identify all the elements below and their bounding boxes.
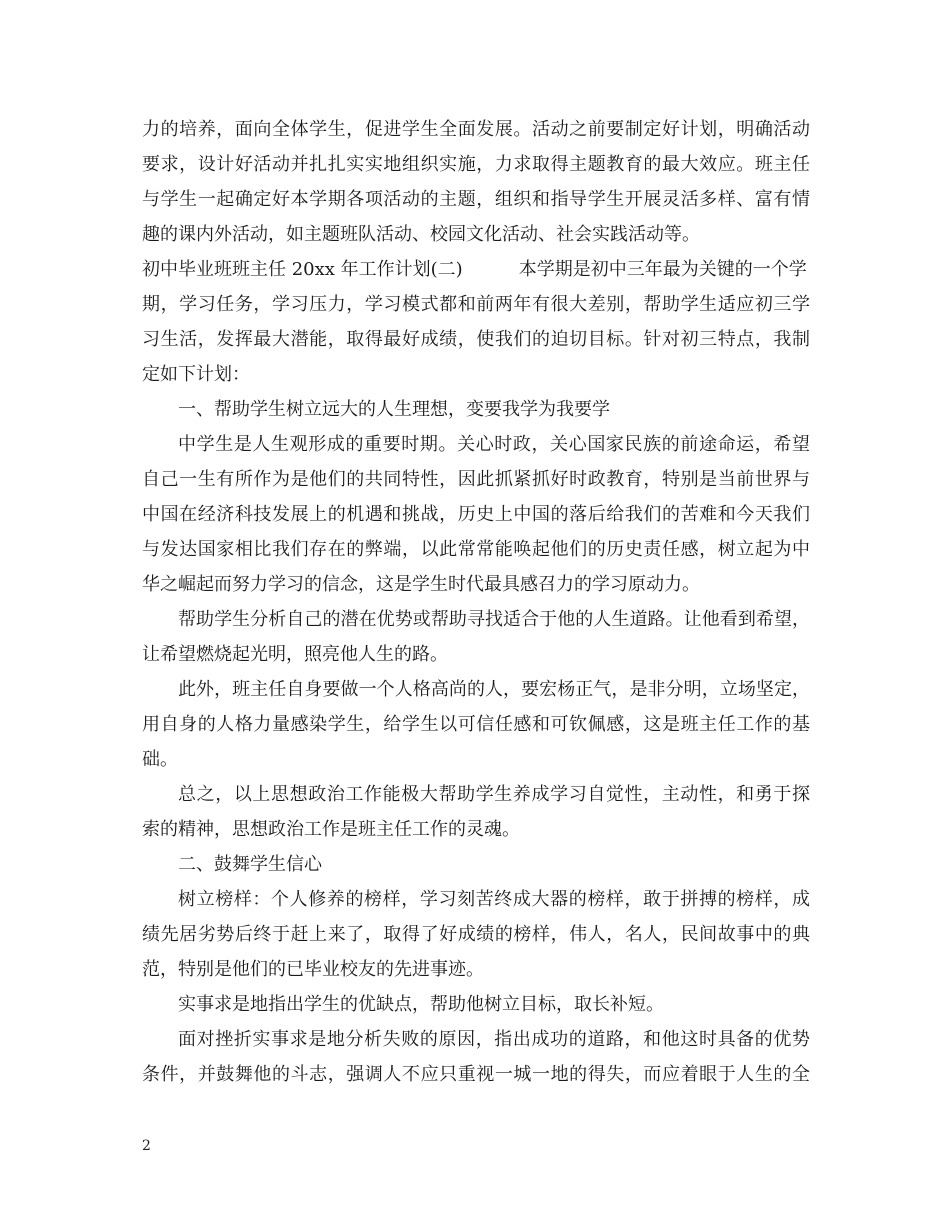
text-line-2: 要求，设计好活动并扎扎实实地组织实施，力求取得主题教育的最大效应。班主任	[142, 154, 810, 175]
text-line-15: 帮助学生分析自己的潜在优势或帮助寻找适合于他的人生道路。让他看到希望，	[178, 609, 810, 630]
text-line-14: 华之崛起而努力学习的信念，这是学生时代最具感召力的学习原动力。	[142, 574, 700, 595]
text-line-26: 实事求是地指出学生的优缺点，帮助他树立目标，取长补短。	[178, 994, 664, 1015]
text-line-6: 期，学习任务，学习压力，学习模式都和前两年有很大差别，帮助学生适应初三学	[142, 294, 810, 315]
text-line-10: 中学生是人生观形成的重要时期。关心时政，关心国家民族的前途命运，希望	[178, 434, 810, 455]
text-line-3: 与学生一起确定好本学期各项活动的主题，组织和指导学生开展灵活多样、富有情	[142, 189, 810, 210]
text-line-18: 用自身的人格力量感染学生，给学生以可信任感和可钦佩感，这是班主任工作的基	[142, 714, 810, 735]
document-body	[142, 112, 810, 1092]
text-line-28: 条件，并鼓舞他的斗志，强调人不应只重视一城一地的得失，而应着眼于人生的全	[142, 1064, 810, 1085]
text-line-27: 面对挫折实事求是地分析失败的原因，指出成功的道路，和他这时具备的优势	[178, 1029, 810, 1050]
section-heading-line	[142, 252, 810, 287]
subtitle-continuation: 本学期是初中三年最为关键的一个学	[518, 259, 807, 280]
text-line-7: 习生活，发挥最大潜能，取得最好成绩，使我们的迫切目标。针对初三特点，我制	[142, 329, 810, 350]
text-line-11: 自己一生有所作为是他们的共同特性，因此抓紧抓好时政教育，特别是当前世界与	[142, 469, 810, 490]
heading-one: 一、帮助学生树立远大的人生理想，变要我学为我要学	[178, 399, 610, 420]
text-line-13: 与发达国家相比我们存在的弊端，以此常常能唤起他们的历史责任感，树立起为中	[142, 539, 810, 560]
text-line-21: 索的精神，思想政治工作是班主任工作的灵魂。	[142, 819, 520, 840]
text-line-20: 总之，以上思想政治工作能极大帮助学生养成学习自觉性，主动性，和勇于探	[178, 784, 810, 805]
text-line-19: 础。	[142, 749, 178, 770]
text-line-24: 绩先居劣势后终于赶上来了，取得了好成绩的榜样，伟人，名人，民间故事中的典	[142, 924, 810, 945]
text-line-23: 树立榜样：个人修养的榜样，学习刻苦终成大器的榜样，敢于拼搏的榜样，成	[178, 889, 810, 910]
heading-two: 二、鼓舞学生信心	[178, 854, 322, 875]
text-line-12: 中国在经济科技发展上的机遇和挑战，历史上中国的落后给我们的苦难和今天我们	[142, 504, 810, 525]
text-line-4: 趣的课内外活动，如主题班队活动、校园文化活动、社会实践活动等。	[142, 224, 700, 245]
text-line-17: 此外，班主任自身要做一个人格高尚的人，要宏杨正气，是非分明，立场坚定，	[178, 679, 810, 700]
text-line-8: 定如下计划：	[142, 364, 250, 385]
page-number: 2	[142, 1138, 151, 1154]
text-line-1: 力的培养，面向全体学生，促进学生全面发展。活动之前要制定好计划，明确活动	[142, 119, 810, 140]
text-line-25: 范，特别是他们的已毕业校友的先进事迹。	[142, 959, 484, 980]
text-line-16: 让希望燃烧起光明，照亮他人生的路。	[142, 644, 448, 665]
document-subtitle: 初中毕业班班主任 20xx 年工作计划(二)	[142, 259, 463, 280]
